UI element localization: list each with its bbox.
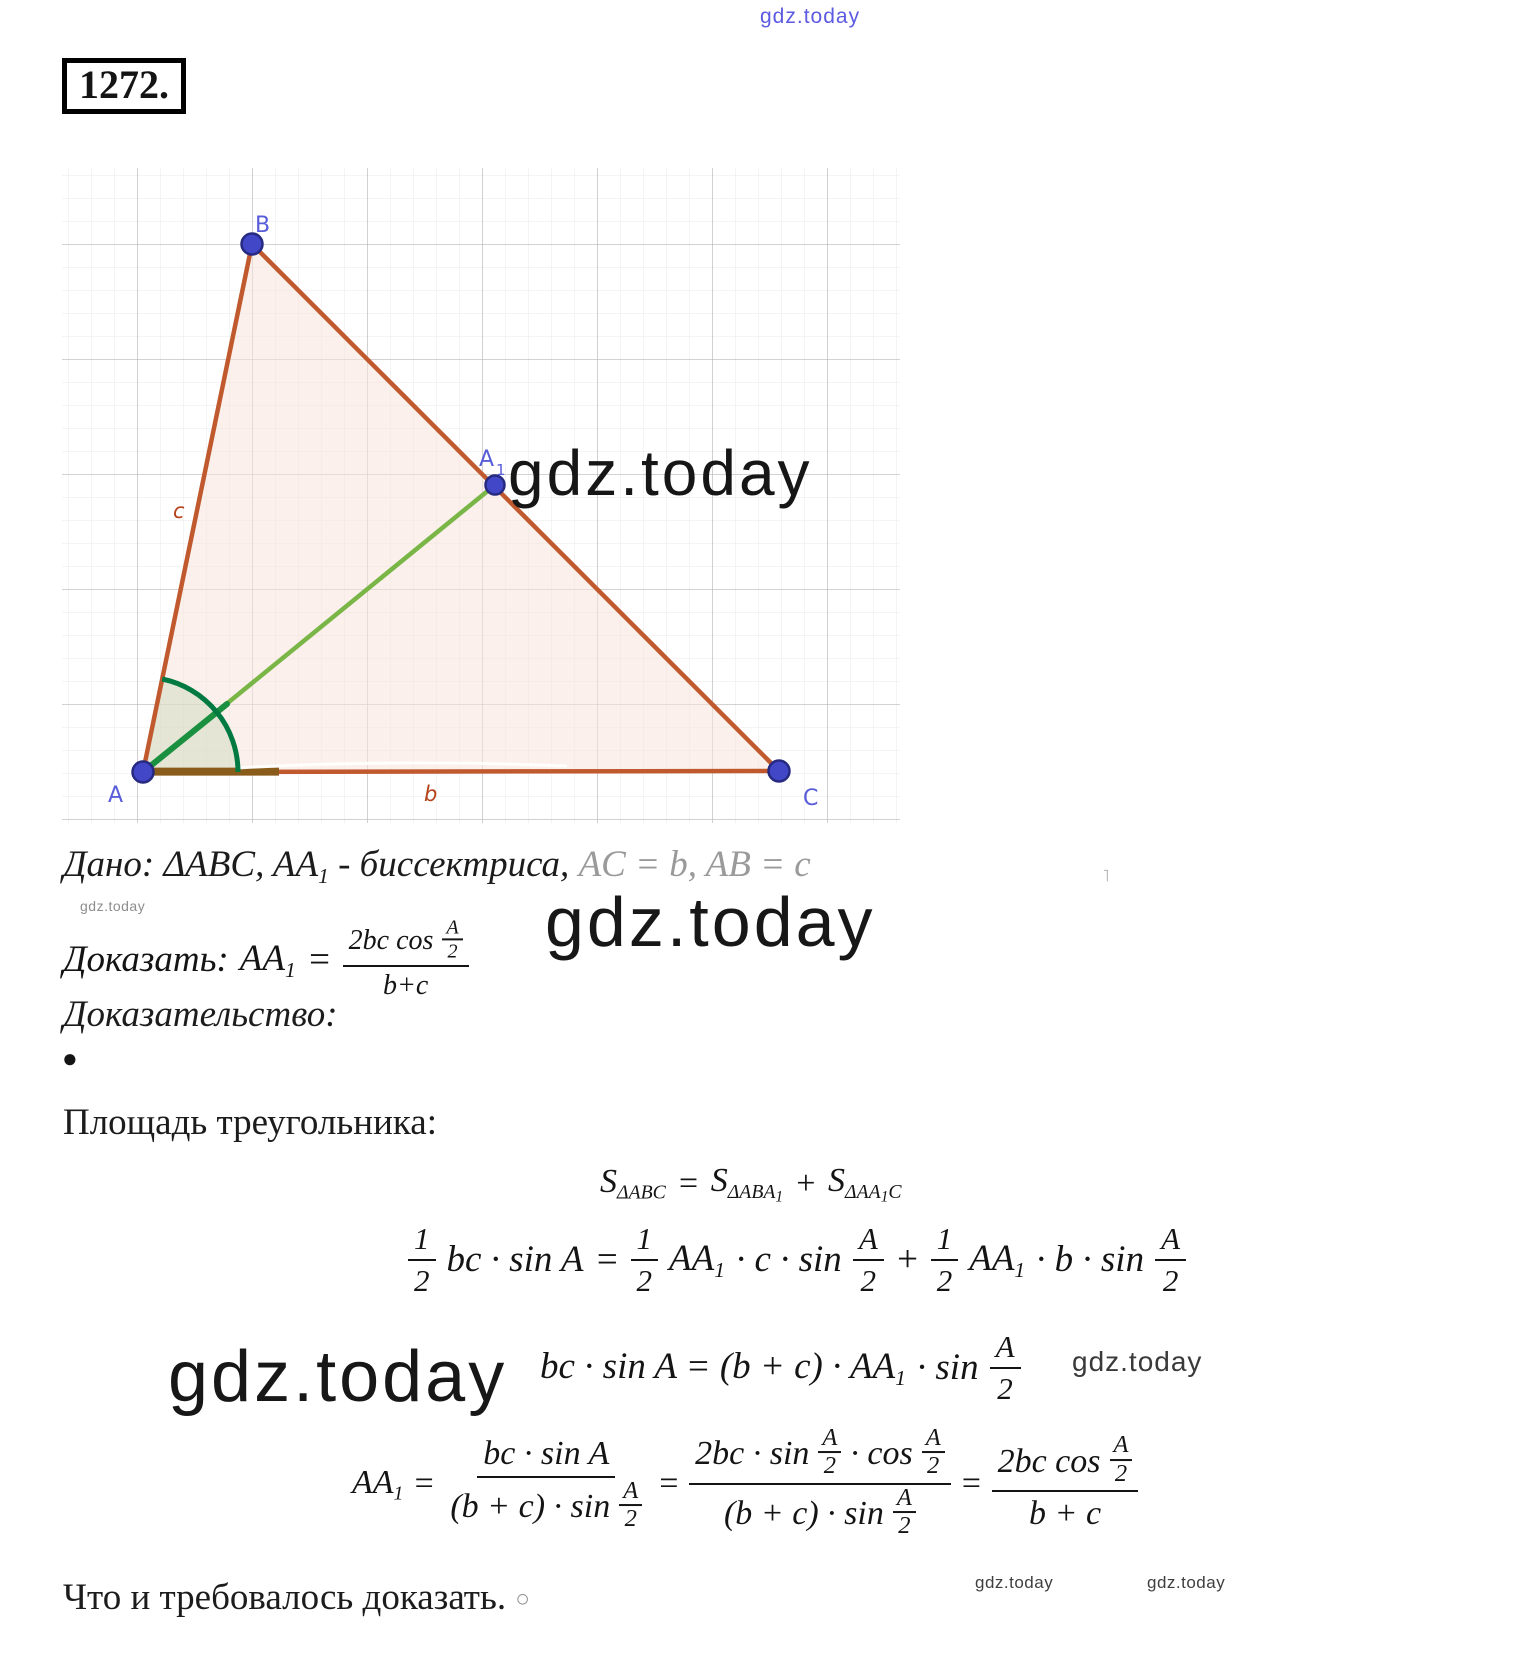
fraction-step-2: 2bc · sin A 2 · cos A 2 (b + c) · sin A 2 [689,1428,951,1541]
qed-circle-mark: ○ [515,1586,530,1613]
prove-numerator: 2bc cos [348,925,434,957]
term-aa1: AA1 [669,1237,725,1282]
equals-sign: = [594,1239,620,1281]
point-c [769,761,790,782]
mini-fraction-a2: A 2 [922,1426,945,1479]
qed-text: Что и требовалось доказать. [63,1577,507,1618]
fraction-a-half: $\frac{A}{2}$ [1155,1222,1186,1298]
equals-sign: = [306,938,332,980]
label-b-vertex: B [255,213,271,238]
mini-fraction-a2: A 2 [619,1479,642,1532]
fraction-one-half: $\frac{1}{2}$ [631,1222,659,1298]
given-bisector: - биссектриса, [338,844,570,885]
label-a1-vertex: A [479,447,495,472]
given-sides: AC = b, AB = c [578,844,811,885]
fraction-a-half: $\frac{A}{2}$ [853,1222,884,1298]
term-b-sin: · b · sin [1036,1239,1145,1281]
bullet-marker: ● [62,1044,78,1073]
prove-lhs: AA1 [239,937,296,982]
watermark-top: gdz.today [760,5,861,28]
mini-fraction-a2: A 2 [1110,1433,1133,1486]
fraction-one-half: $\frac{1}{2}$ [931,1222,959,1298]
watermark-footer-1: gdz.today [975,1573,1054,1592]
label-side-b: b [424,782,438,806]
fraction-step-1: bc · sin A (b + c) · sin A 2 [444,1435,648,1533]
label-a1-subscript: 1 [496,461,506,479]
equals-sign: = [959,1465,983,1503]
term-s-abc: SΔABC [600,1163,666,1204]
term-s-aba1: SΔABA1 [710,1162,784,1205]
equation-final [352,1424,1138,1541]
equation-areas-sum [600,1162,902,1206]
watermark-big-1: gdz.today [545,883,876,961]
term-bc-sin-equals: bc · sin A = (b + c) · AA1 [540,1345,906,1390]
equals-sign: = [676,1164,700,1202]
term-sin: · sin [916,1347,979,1389]
plus-sign: + [794,1164,818,1202]
given-label: Дано: [63,844,155,885]
proof-label: Доказательство: [63,994,338,1035]
watermark-figure: gdz.today [508,437,813,509]
equation-simplified [540,1330,1021,1406]
mini-fraction-a2: A 2 [893,1486,916,1539]
watermark-medium: gdz.today [1072,1346,1203,1377]
area-label: Площадь треугольника: [63,1102,437,1143]
term-bc-sin: bc · sin A [446,1239,584,1281]
plus-sign: + [894,1239,920,1281]
mini-fraction-a2: A 2 [442,917,462,961]
watermark-footer-2: gdz.today [1147,1573,1226,1592]
stray-mark: ˥ [1103,868,1110,885]
label-a-vertex: A [108,783,124,808]
term-aa1: AA1 [969,1237,1026,1282]
watermark-big-2: gdz.today [168,1337,508,1417]
prove-label: Доказать: [63,938,229,980]
given-triangle: ΔABC, AA1 [163,844,329,889]
problem-number: 1272. [79,62,169,107]
fraction-one-half: $\frac{1}{2}$ [408,1222,436,1298]
problem-number-box [62,58,186,114]
watermark-small-1: gdz.today [80,898,146,914]
mini-fraction-a2: A 2 [818,1426,841,1479]
term-s-aa1c: SΔAA1C [828,1162,902,1205]
label-side-c: c [173,499,185,523]
qed-line [63,1576,530,1620]
equals-sign: = [412,1465,436,1503]
term-c-sin: · c · sin [735,1239,842,1281]
prove-denominator: b+c [383,969,429,1001]
equation-half-areas [408,1222,1186,1298]
term-aa1: AA1 [352,1463,404,1505]
fraction-a-half: $\frac{A}{2}$ [990,1330,1021,1406]
point-a [133,762,154,783]
equals-sign: = [657,1465,681,1503]
label-c-vertex: C [803,786,819,811]
prove-fraction [343,916,469,1002]
fraction-step-3: 2bc cos A 2 b + c [992,1435,1139,1533]
